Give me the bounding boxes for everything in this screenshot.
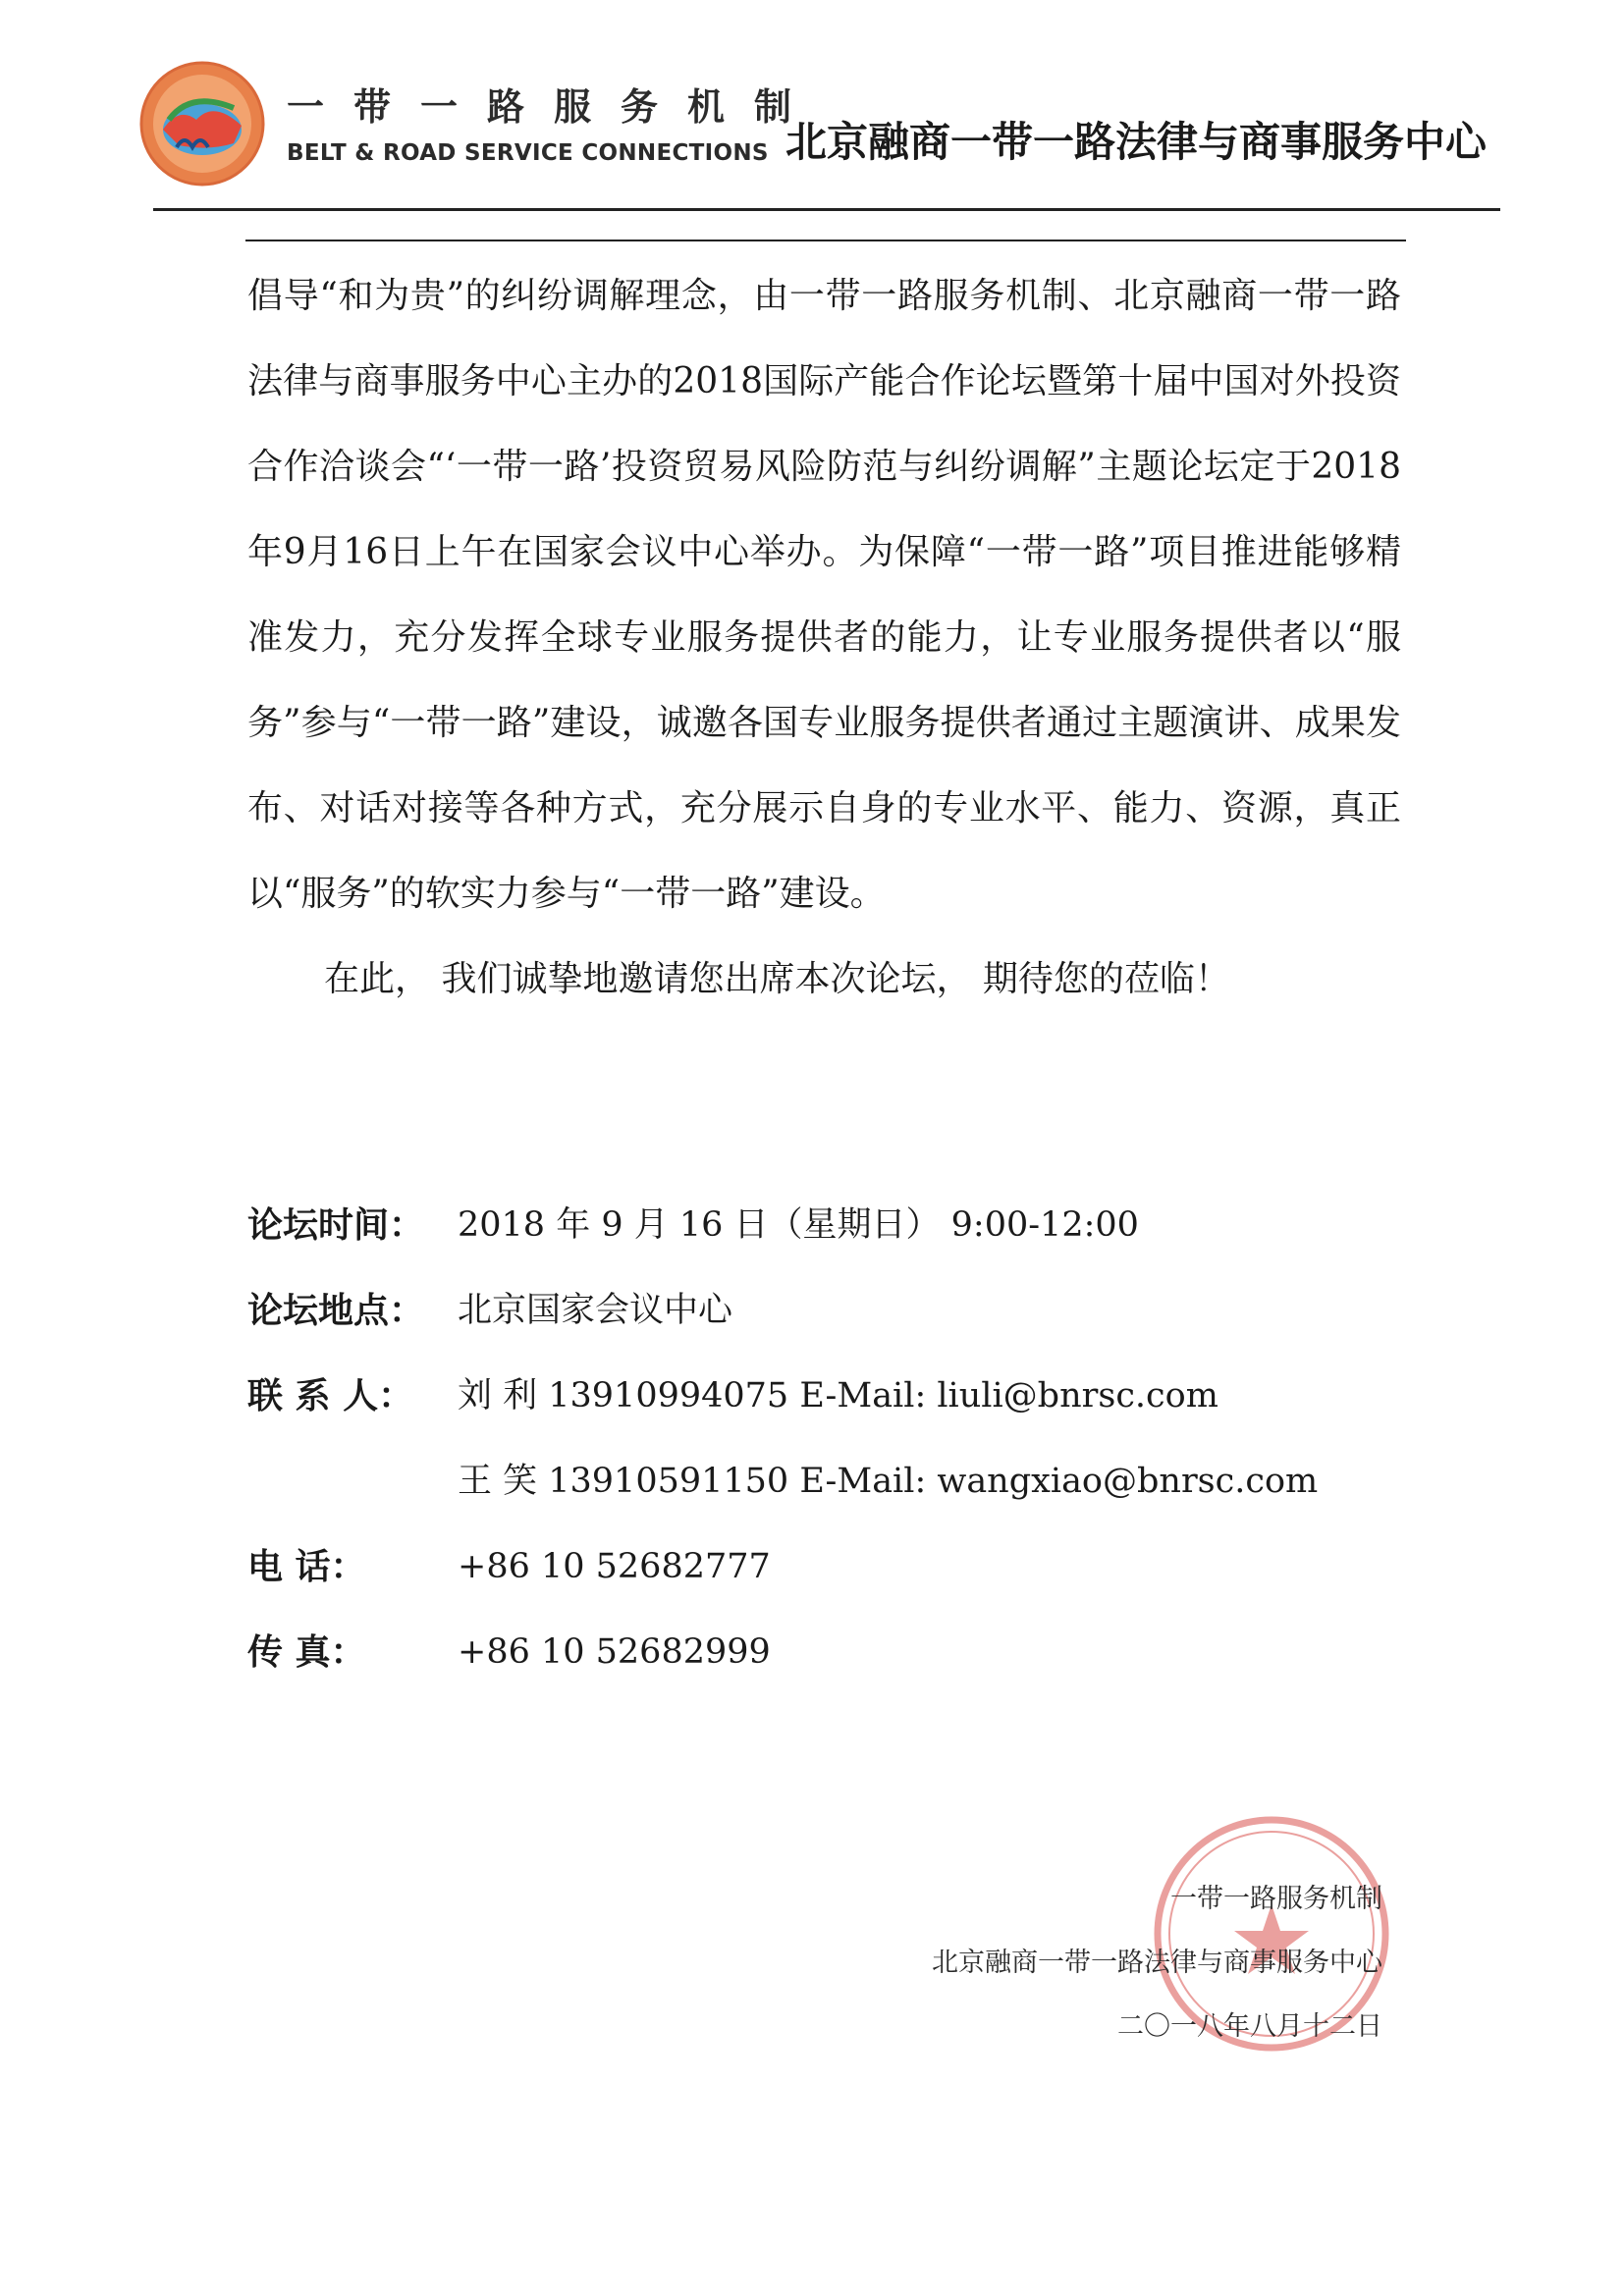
time-label: 论坛时间： xyxy=(247,1205,425,1246)
info-row-contact-2 xyxy=(247,1439,1406,1524)
signature-date: 二〇一八年八月十二日 xyxy=(1117,2011,1382,2042)
body-divider xyxy=(245,240,1406,241)
contact-label: 联 系 人： xyxy=(247,1376,414,1416)
forum-info xyxy=(247,1183,1406,1695)
organization-title: 北京融商一带一路法律与商事服务中心 xyxy=(785,118,1488,166)
place-label: 论坛地点： xyxy=(247,1291,425,1331)
logo-icon xyxy=(139,61,265,187)
invitation-paragraph: 倡导“和为贵”的纠纷调解理念，由一带一路服务机制、北京融商一带一路法律与商事服务中心主办的2018国际产能合作论坛暨第十届中国对外投资合作洽谈会“‘一带一路’投资贸易风险防范与纠纷调解”主题论坛定于2018年9月16日上午在国家会议中心举办。为保障“一带一路”项目推进能够精准发力，充分发挥全球专业服务提供者的能力，让专业服务提供者以“服务”参与“一带一路”建设，诚邀各国专业服务提供者通过主题演讲、成果发布、对话对接等各种方式，充分展示自身的专业水平、能力、资源，真正以“服务”的软实力参与“一带一路”建设。 xyxy=(247,276,1401,914)
letter-body xyxy=(247,253,1401,1022)
contact-2: 王 笑 13910591150 E-Mail: wangxiao@bnrsc.com xyxy=(458,1462,1319,1501)
info-row-contact xyxy=(247,1354,1406,1439)
signature-line-2: 北京融商一带一路法律与商事服务中心 xyxy=(932,1948,1382,1978)
info-row-phone xyxy=(247,1524,1406,1610)
phone-label: 电 话： xyxy=(247,1547,366,1587)
time-value: 2018 年 9 月 16 日（星期日） 9:00-12:00 xyxy=(458,1205,1139,1245)
header-divider xyxy=(153,208,1500,211)
closing-paragraph: 在此， 我们诚挚地邀请您出席本次论坛， 期待您的莅临！ xyxy=(324,959,1230,999)
brand-name-en: BELT & ROAD SERVICE CONNECTIONS xyxy=(287,140,769,166)
phone-value: +86 10 52682777 xyxy=(458,1547,771,1586)
info-row-place xyxy=(247,1268,1406,1354)
contact-1: 刘 利 13910994075 E-Mail: liuli@bnrsc.com xyxy=(458,1376,1218,1415)
signature-line-1: 一带一路服务机制 xyxy=(1170,1884,1382,1914)
info-row-time xyxy=(247,1183,1406,1268)
info-row-fax xyxy=(247,1610,1406,1695)
fax-value: +86 10 52682999 xyxy=(458,1632,771,1672)
place-value: 北京国家会议中心 xyxy=(458,1291,733,1330)
brand-name-cn: 一带一路服务机制 xyxy=(287,85,822,129)
fax-label: 传 真： xyxy=(247,1632,366,1673)
